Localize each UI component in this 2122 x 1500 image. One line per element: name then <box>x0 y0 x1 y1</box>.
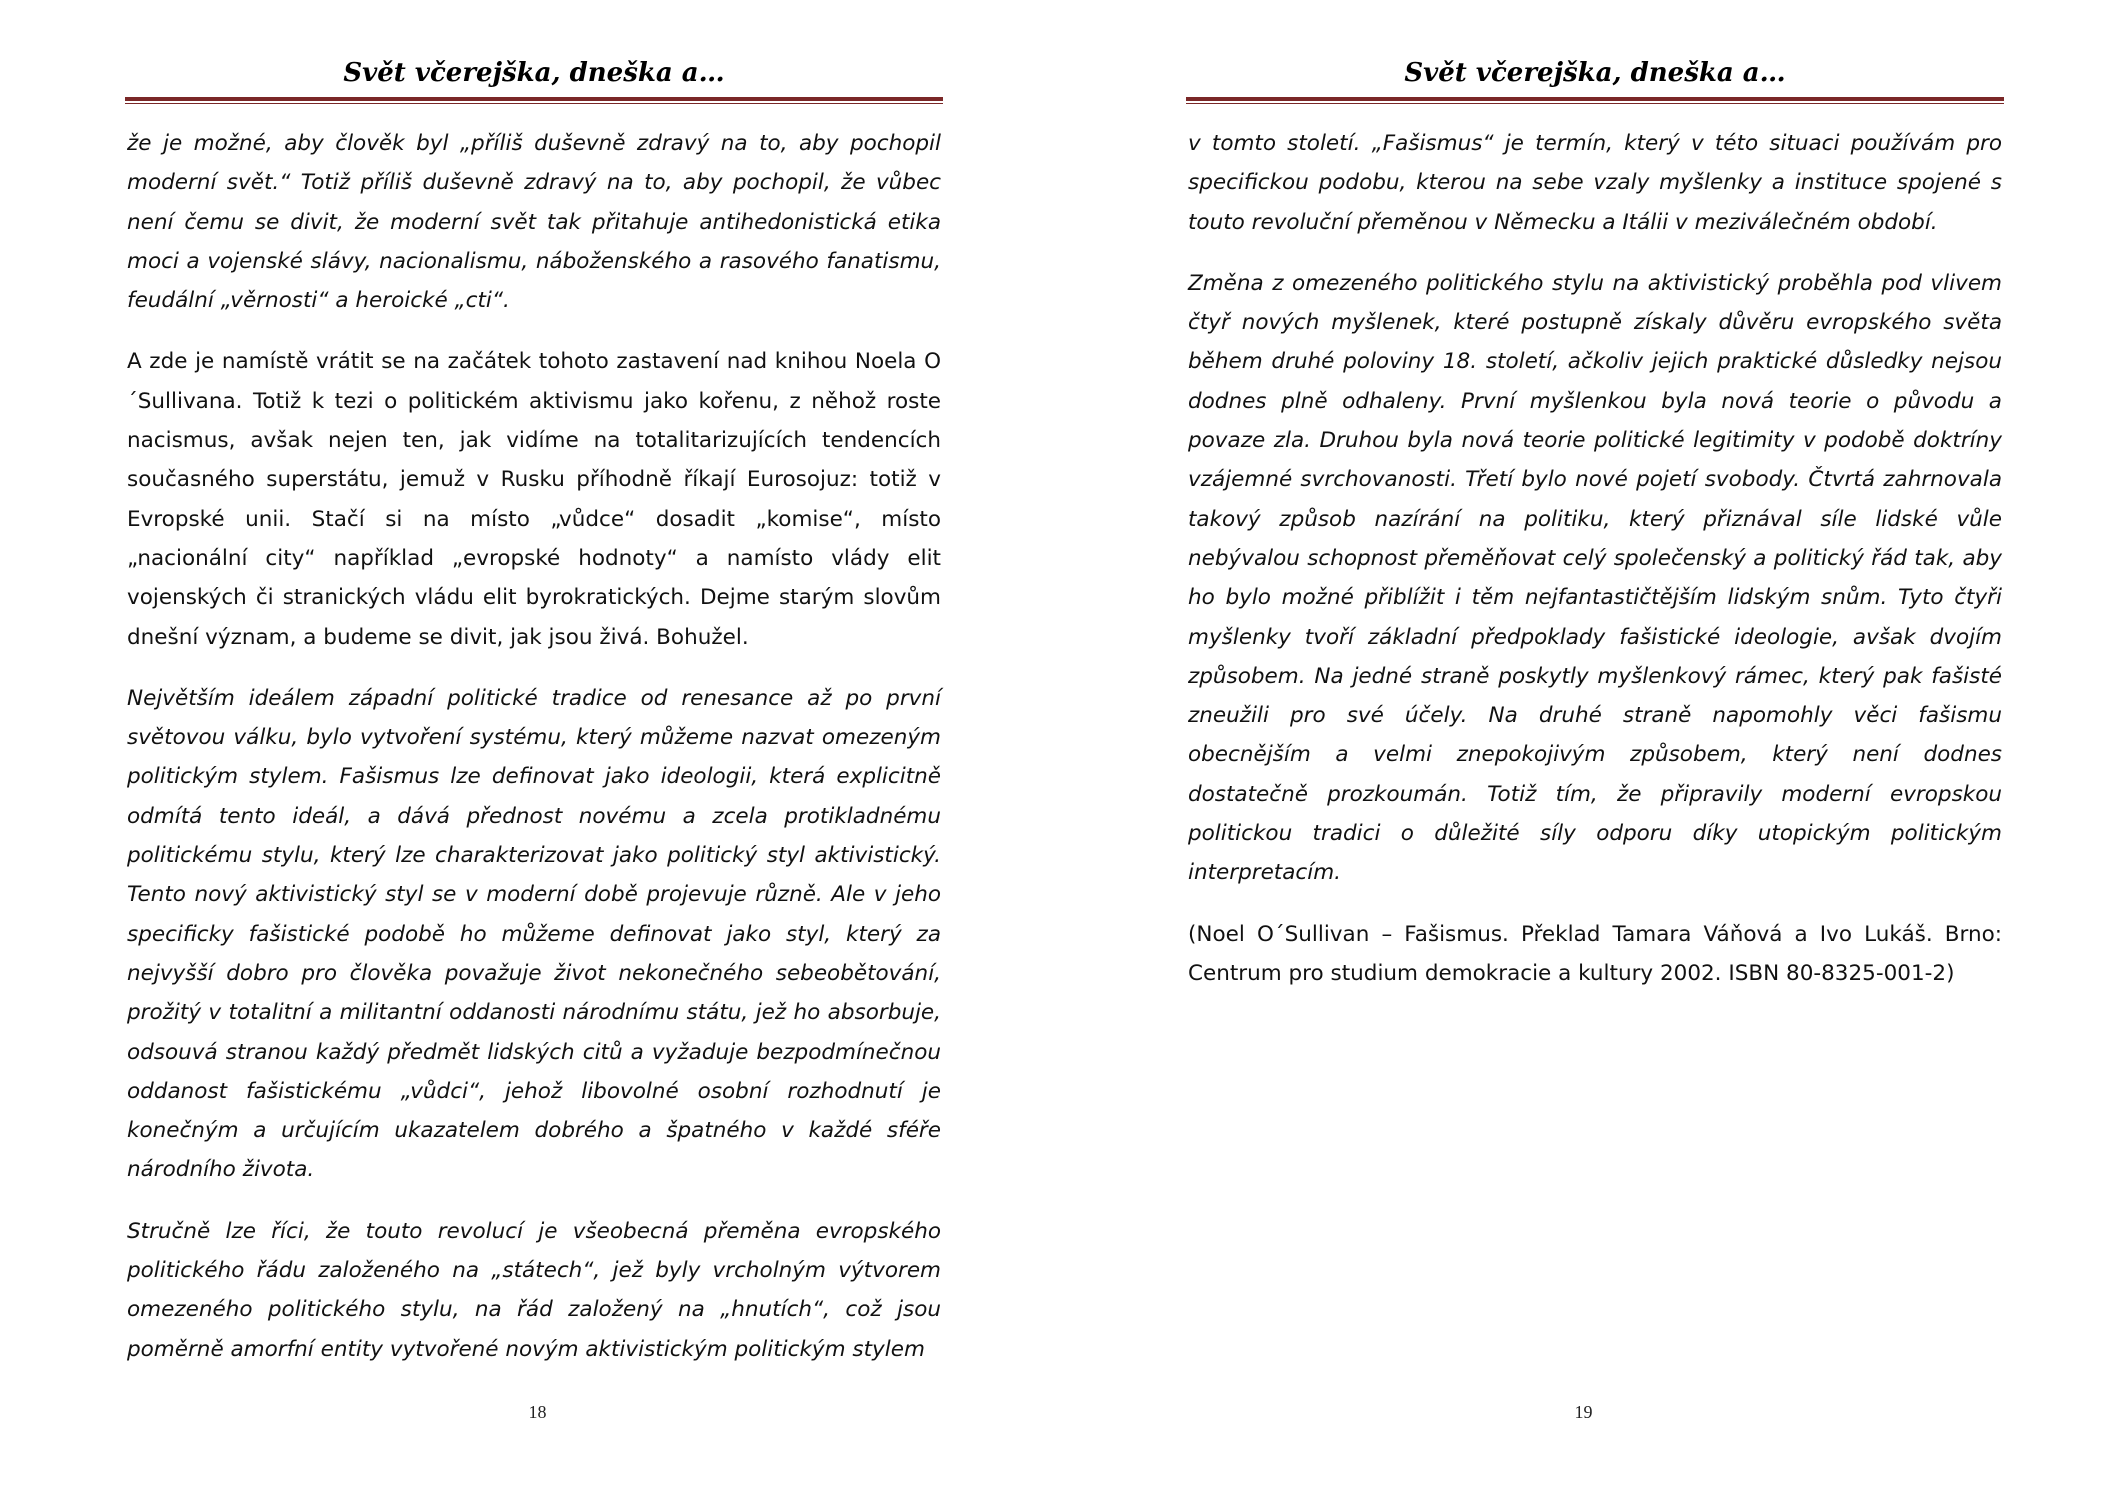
paragraph: Stručně lze říci, že touto revolucí je všeobecná přeměna evropského politického řádu založeného na „státech“, jež byly vrcholným výtvorem omezeného politického stylu, na řád založený na „hnutích“, což jsou poměrně amorfní entity vytvořené novým aktivistickým politickým stylem <box>127 1218 941 1362</box>
paragraph: Změna z omezeného politického stylu na aktivistický proběhla pod vlivem čtyř nových myšlenek, které postupně získaly důvěru evropského světa během druhé poloviny 18. století, ačkoliv jejich praktické důsledky nejsou dodnes plně odhaleny. První myšlenkou byla nová teorie o původu a povaze zla. Druhou byla nová teorie politické legitimity v podobě doktríny vzájemné svrchovanosti. Třetí bylo nové pojetí svobody. Čtvrtá zahrnovala takový způsob nazírání na politiku, který přiznával síle lidské vůle nebývalou schopnost přeměňovat celý společenský a politický řád tak, aby ho bylo možné přiblížit i těm nejfantastičtějším lidským snům. Tyto čtyři myšlenky tvoří základní předpoklady fašistické ideologie, avšak dvojím způsobem. Na jedné straně poskytly myšlenkový rámec, který pak fašisté zneužili pro své účely. Na druhé straně napomohly věci fašismu obecnějším a velmi znepokojivým způsobem, který není dodnes dostatečně prozkoumán. Totiž tím, že připravily moderní evropskou politickou tradici o důležité síly odporu díky utopickým politickým interpretacím. <box>1188 270 2002 886</box>
header-rule-thin <box>125 103 943 104</box>
paragraph: Největším ideálem západní politické tradice od renesance až po první světovou válku, bylo vytvoření systému, který můžeme nazvat omezeným politickým stylem. Fašismus lze definovat jako ideologii, která explicitně odmítá tento ideál, a dává přednost novému a zcela protikladnému politickému stylu, který lze charakterizovat jako politický styl aktivistický. Tento nový aktivistický styl se v moderní době projevuje různě. Ale v jeho specificky fašistické podobě ho můžeme definovat jako styl, který za nejvyšší dobro pro člověka považuje život nekonečného sebeobětování, prožitý v totalitní a militantní oddanosti národnímu státu, jež ho absorbuje, odsouvá stranou každý předmět lidských citů a vyžaduje bezpodmínečnou oddanost fašistickému „vůdci“, jehož libovolné osobní rozhodnutí je konečným a určujícím ukazatelem dobrého a špatného v každé sféře národního života. <box>127 685 941 1183</box>
running-header: Svět včerejška, dneška a… <box>1404 58 1786 88</box>
paragraph: v tomto století. „Fašismus“ je termín, který v této situaci používám pro specifickou podobu, kterou na sebe vzaly myšlenky a instituce spojené s touto revoluční přeměnou v Německu a Itálii v meziválečném období. <box>1188 131 2002 235</box>
right-page <box>1061 0 2122 1500</box>
page-number: 18 <box>528 1402 547 1422</box>
paragraph: že je možné, aby člověk byl „příliš duševně zdravý na to, aby pochopil moderní svět.“ Totiž příliš duševně zdravý na to, aby pochopil, že vůbec není čemu se divit, že moderní svět tak přitahuje antihedonistická etika moci a vojenské slávy, nacionalismu, náboženského a rasového fanatismu, feudální „věrnosti“ a heroické „cti“. <box>127 131 941 314</box>
header-rule-thick <box>125 97 943 101</box>
citation: (Noel O´Sullivan – Fašismus. Překlad Tamara Váňová a Ivo Lukáš. Brno: Centrum pro studium demokracie a kultury 2002. ISBN 80-8325-001-2) <box>1188 921 2002 986</box>
header-rule-thin <box>1186 103 2004 104</box>
right-page-body <box>1188 124 2002 1015</box>
header-rule-thick <box>1186 97 2004 101</box>
left-page-body <box>127 124 941 1391</box>
running-header: Svět včerejška, dneška a… <box>343 58 725 88</box>
page-number: 19 <box>1574 1402 1593 1422</box>
paragraph: A zde je namístě vrátit se na začátek tohoto zastavení nad knihou Noela O´Sullivana. Totiž k tezi o politickém aktivismu jako kořenu, z něhož roste nacismus, avšak nejen ten, jak vidíme na totalitarizujících tendencích současného superstátu, jemuž v Rusku příhodně říkají Eurosojuz: totiž v Evropské unii. Stačí si na místo „vůdce“ dosadit „komise“, místo „nacionální city“ například „evropské hodnoty“ a namísto vlády elit vojenských či stranických vládu elit byrokratických. Dejme starým slovům dnešní význam, a budeme se divit, jak jsou živá. Bohužel. <box>127 349 941 650</box>
